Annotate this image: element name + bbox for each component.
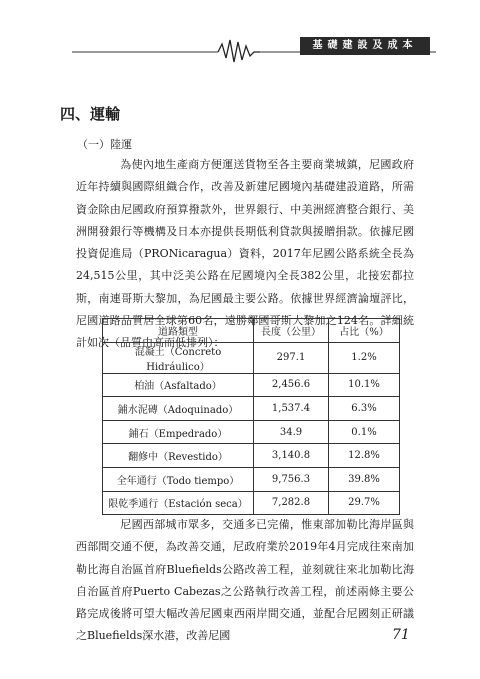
header-chapter-label: 基礎建設及成本: [300, 37, 430, 55]
length-cell: 1,537.4: [254, 397, 329, 421]
header-waveform-decoration: [0, 0, 480, 70]
table-row: [103, 467, 400, 491]
road-type-cell: 鋪水泥磚（Adoquinado）: [103, 397, 254, 421]
length-cell: 9,756.3: [254, 467, 329, 491]
table-header-row: [103, 319, 400, 343]
paragraph-east-west-text: 尼國西部城市眾多，交通多已完備，惟東部加勒比海岸區與西部間交通不便，為改善交通，尼政府業於2019年4月完成往來南加勒比海自治區首府Bluefields公路改善工程，並刻就往來北加勒比海自治區首府Puerto Cabezas之公路執行改善工程，前述兩條主要公路完成後將可望大幅改善尼國東西兩岸間交通，並配合尼國刻正研議之Bluefields深水港，改善尼國: [76, 518, 414, 643]
share-cell: 12.8%: [329, 444, 400, 468]
road-type-cell: 鋪石（Empedrado）: [103, 420, 254, 444]
table-row: [103, 444, 400, 468]
road-type-cell: 柏油（Asfaltado）: [103, 373, 254, 397]
page-number: 71: [392, 627, 410, 643]
share-cell: 1.2%: [329, 342, 400, 373]
road-type-cell: 翻修中（Revestido）: [103, 444, 254, 468]
table-row: [103, 491, 400, 515]
length-cell: 297.1: [254, 342, 329, 373]
table-row: [103, 373, 400, 397]
length-cell: 7,282.8: [254, 491, 329, 515]
share-cell: 10.1%: [329, 373, 400, 397]
section-title: 四、運輸: [60, 105, 121, 123]
length-cell: 34.9: [254, 420, 329, 444]
share-cell: 0.1%: [329, 420, 400, 444]
road-type-cell: 混凝土（Concreto Hidráulico）: [103, 342, 254, 373]
paragraph-east-west: [76, 514, 414, 648]
column-header-share: 占比（%）: [329, 319, 400, 343]
road-statistics-table: [102, 318, 400, 515]
subsection-title: （一）陸運: [77, 138, 132, 151]
share-cell: 39.8%: [329, 467, 400, 491]
table-row: [103, 420, 400, 444]
length-cell: 2,456.6: [254, 373, 329, 397]
share-cell: 29.7%: [329, 491, 400, 515]
share-cell: 6.3%: [329, 397, 400, 421]
paragraph-intro-text: 為使內地生產商方便運送貨物至各主要商業城鎮，尼國政府近年持續與國際組織合作，改善及新建尼國境內基礎建設道路，所需資金除由尼國政府預算撥款外，世界銀行、中美洲經濟整合銀行、美洲開發銀行等機構及日本亦提供長期低利貸款與援贈捐款。依據尼國投資促進局（PRONicaragua）資料，2017年尼國公路系統全長為24,515公里，其中泛美公路在尼國境內全長382公里，北接宏都拉斯，南連哥斯大黎加，為尼國最主要公路。依據世界經濟論壇評比，尼國道路品質居全球第60名，遠勝鄰國哥斯大黎加之124名。詳細統計如次（品質由高而低排列）：: [76, 158, 414, 350]
road-type-cell: 限乾季通行（Estación seca）: [103, 491, 254, 515]
road-type-cell: 全年通行（Todo tiempo）: [103, 467, 254, 491]
page-header: [0, 0, 480, 70]
column-header-road-type: 道路類型: [103, 319, 254, 343]
table-row: [103, 342, 400, 373]
table-row: [103, 397, 400, 421]
column-header-length: 長度（公里）: [254, 319, 329, 343]
length-cell: 3,140.8: [254, 444, 329, 468]
